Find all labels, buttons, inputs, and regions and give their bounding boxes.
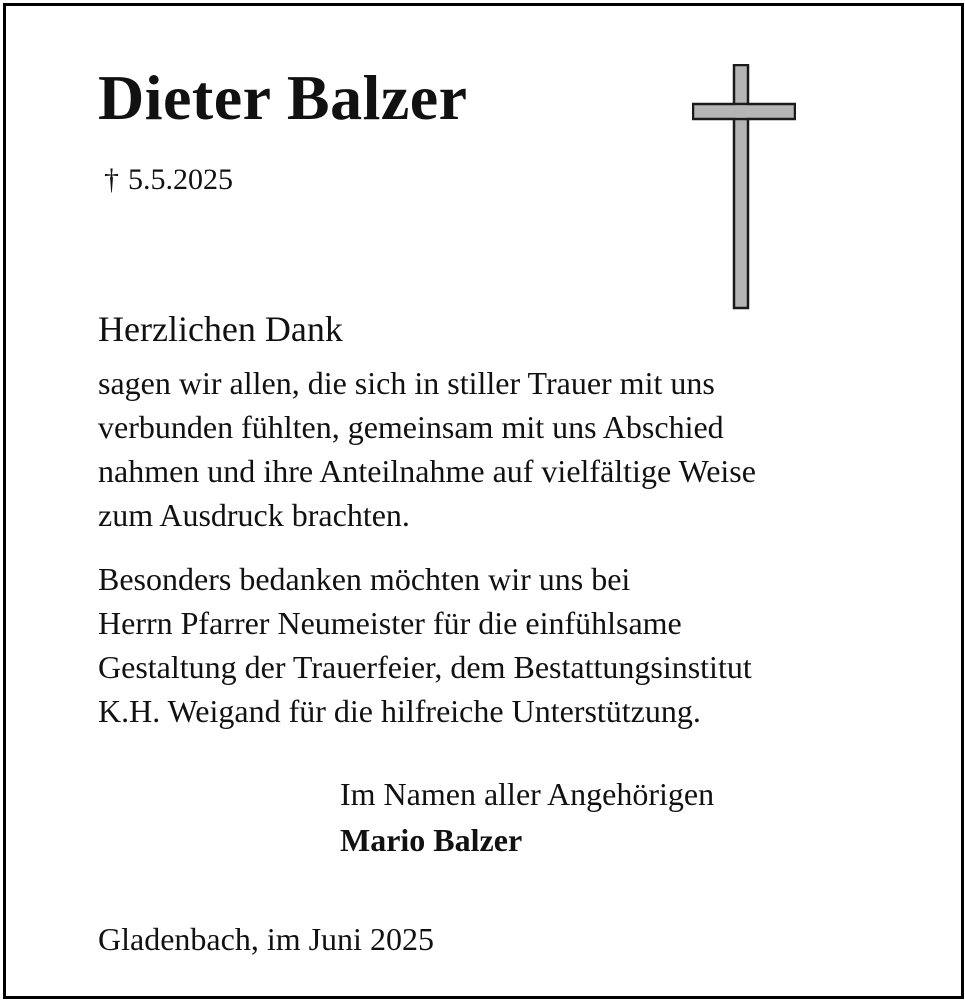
thanks-heading: Herzlichen Dank	[98, 309, 343, 349]
signature-block	[340, 771, 714, 863]
special-thanks-paragraph	[98, 557, 752, 733]
paragraph-line: zum Ausdruck brachten.	[98, 497, 410, 533]
cross-center	[735, 105, 746, 117]
paragraph-line: K.H. Weigand für die hilfreiche Unterstützung.	[98, 693, 701, 729]
paragraph-line: sagen wir allen, die sich in stiller Trauer mit uns	[98, 365, 715, 401]
dagger-symbol: †	[104, 163, 119, 196]
deceased-name: Dieter Balzer	[98, 62, 468, 133]
paragraph-line: Gestaltung der Trauerfeier, dem Bestattungsinstitut	[98, 649, 752, 685]
signature-name: Mario Balzer	[340, 822, 523, 858]
signature-intro: Im Namen aller Angehörigen	[340, 776, 715, 812]
paragraph-line: Herrn Pfarrer Neumeister für die einfühlsame	[98, 605, 682, 641]
cross-vertical-beam	[734, 65, 748, 308]
paragraph-line: verbunden fühlten, gemeinsam mit uns Abschied	[98, 409, 724, 445]
christian-cross-icon	[692, 64, 796, 310]
paragraph-line: Besonders bedanken möchten wir uns bei	[98, 561, 631, 597]
thanks-paragraph	[98, 361, 756, 537]
death-date: 5.5.2025	[128, 163, 233, 196]
paragraph-line: nahmen und ihre Anteilnahme auf vielfältige Weise	[98, 453, 756, 489]
place-date: Gladenbach, im Juni 2025	[98, 921, 434, 957]
death-date-line	[104, 160, 233, 200]
